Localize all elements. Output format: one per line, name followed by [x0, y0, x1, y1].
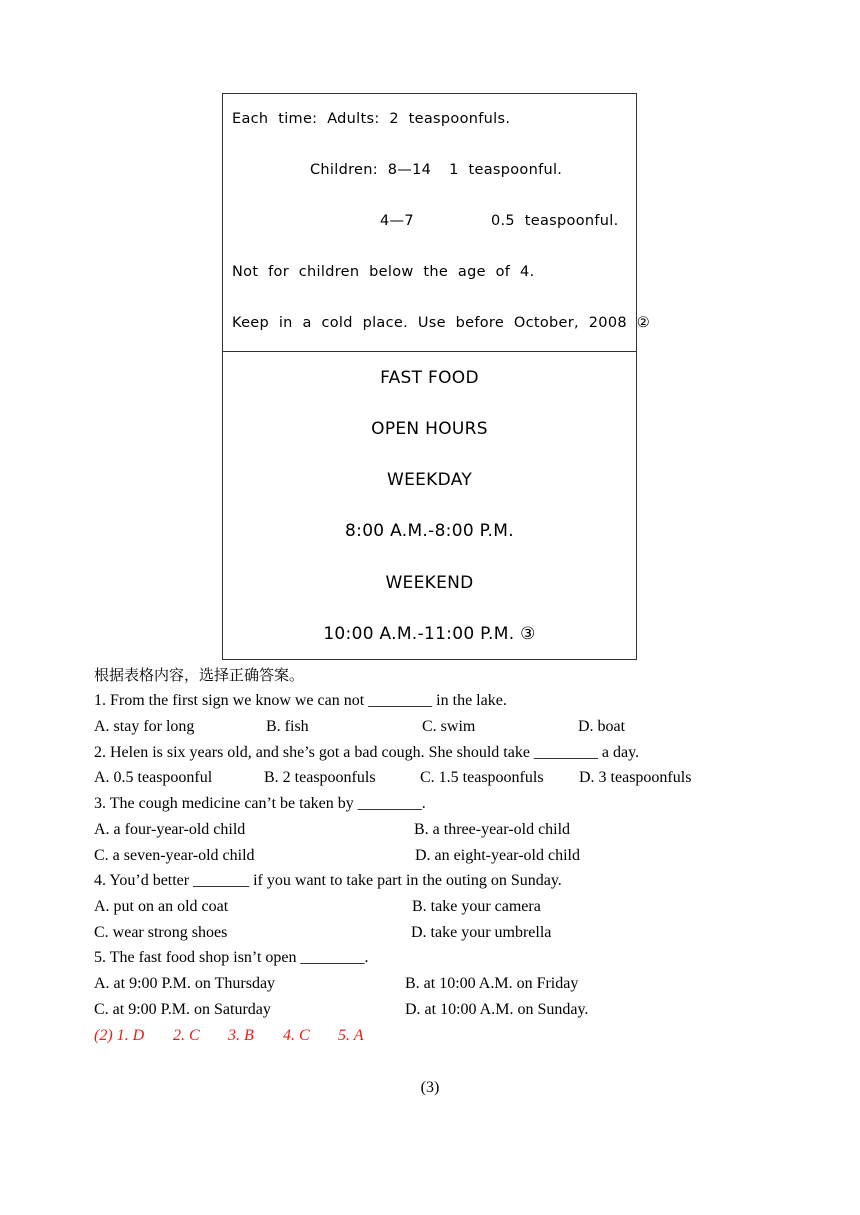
question-1-option-a: A. stay for long: [94, 718, 195, 735]
fastfood-weekend-hours: 10:00 A.M.-11:00 P.M. ③: [323, 624, 536, 644]
question-5-option-b: B. at 10:00 A.M. on Friday: [405, 975, 579, 992]
fastfood-open-hours: OPEN HOURS: [371, 419, 488, 439]
range-end: 7: [404, 213, 414, 229]
children-label: Children: 8: [310, 162, 398, 178]
medicine-line-dosage-children-4-7: [380, 213, 414, 229]
medicine-line-storage: Keep in a cold place. Use before October, 2008 ②: [232, 315, 650, 331]
page-number: (3): [420, 1079, 440, 1096]
instruction-text: 根据表格内容，选择正确答案。: [94, 666, 305, 684]
question-3-stem: 3. The cough medicine can’t be taken by ________.: [94, 795, 426, 812]
answer-5: 5. A: [338, 1027, 364, 1044]
question-1-option-d: D. boat: [578, 718, 626, 735]
fastfood-weekday-label: WEEKDAY: [386, 470, 473, 490]
question-4-option-d: D. take your umbrella: [411, 924, 552, 941]
dose-children-8-14: 1 teaspoonful.: [449, 162, 563, 178]
question-4-stem: 4. You’d better _______ if you want to take part in the outing on Sunday.: [94, 872, 562, 889]
question-1-option-b: B. fish: [266, 718, 309, 735]
medicine-line-dosage-children-8-14: [310, 162, 562, 178]
fastfood-sign: [223, 352, 636, 659]
answer-1: (2) 1. D: [94, 1027, 145, 1044]
question-3-option-c: C. a seven-year-old child: [94, 847, 255, 864]
question-1-stem: 1. From the first sign we know we can not ________ in the lake.: [94, 692, 507, 709]
question-3-option-b: B. a three-year-old child: [414, 821, 571, 838]
range-dash: —: [397, 162, 413, 178]
question-2-option-d: D. 3 teaspoonfuls: [579, 769, 692, 786]
medicine-sign: [223, 94, 650, 352]
question-3-option-d: D. an eight-year-old child: [415, 847, 580, 864]
answer-2: 2. C: [173, 1027, 200, 1044]
question-5-option-a: A. at 9:00 P.M. on Thursday: [94, 975, 276, 992]
range-dash: —: [389, 213, 405, 229]
fastfood-weekday-hours: 8:00 A.M.-8:00 P.M.: [345, 521, 514, 541]
fastfood-weekend-label: WEEKEND: [385, 573, 474, 593]
question-2-option-a: A. 0.5 teaspoonful: [94, 769, 213, 786]
question-5-stem: 5. The fast food shop isn’t open ________.: [94, 949, 369, 966]
question-4-option-c: C. wear strong shoes: [94, 924, 228, 941]
medicine-line-dosage-adults: Each time: Adults: 2 teaspoonfuls.: [232, 111, 511, 127]
question-5-option-c: C. at 9:00 P.M. on Saturday: [94, 1001, 271, 1018]
question-3-option-a: A. a four-year-old child: [94, 821, 246, 838]
question-4-option-b: B. take your camera: [412, 898, 541, 915]
answer-3: 3. B: [228, 1027, 254, 1044]
range-start: 4: [380, 213, 390, 229]
fastfood-title: FAST FOOD: [380, 368, 479, 388]
question-1-option-c: C. swim: [422, 718, 476, 735]
answer-4: 4. C: [283, 1027, 310, 1044]
question-2-stem: 2. Helen is six years old, and she’s got a bad cough. She should take ________ a day.: [94, 744, 640, 761]
question-5-option-d: D. at 10:00 A.M. on Sunday.: [405, 1001, 589, 1018]
medicine-line-age-limit: Not for children below the age of 4.: [232, 264, 535, 280]
signs-table: [222, 93, 650, 660]
question-2-option-c: C. 1.5 teaspoonfuls: [420, 769, 544, 786]
dose-children-4-7: 0.5 teaspoonful.: [491, 213, 619, 229]
question-2-option-b: B. 2 teaspoonfuls: [264, 769, 376, 786]
question-4-option-a: A. put on an old coat: [94, 898, 229, 915]
range-end: 14: [412, 162, 432, 178]
